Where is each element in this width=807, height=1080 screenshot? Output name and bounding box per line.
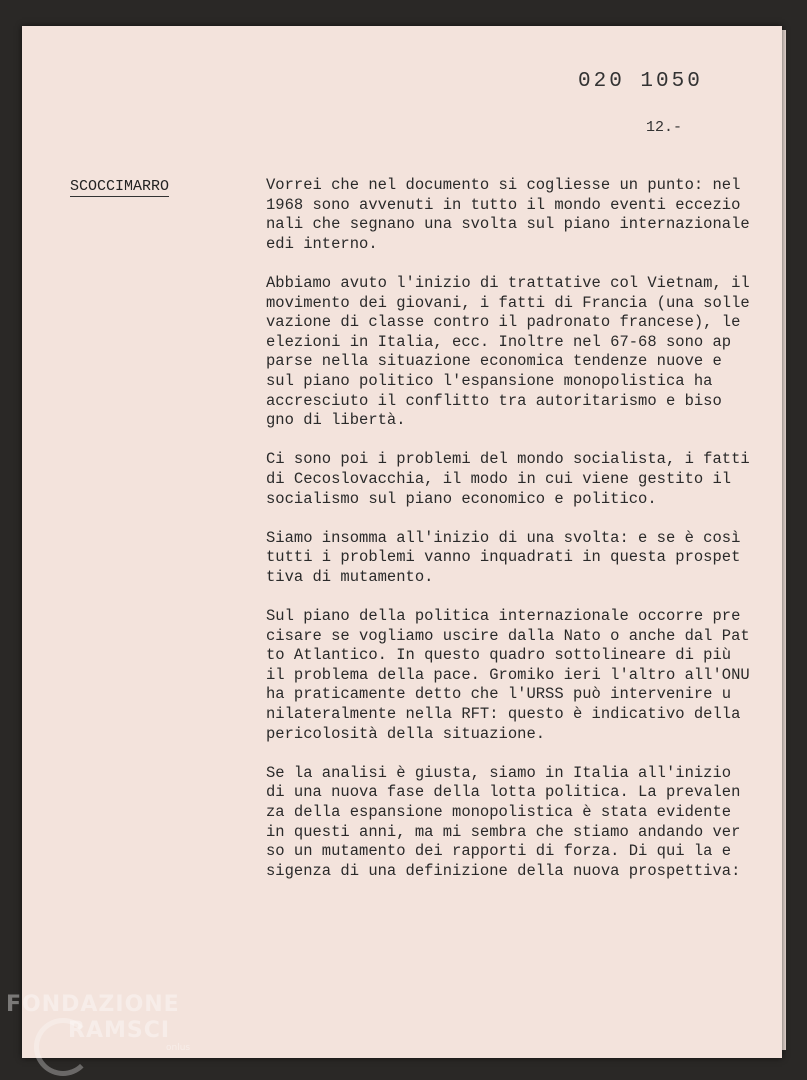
watermark-line: FONDAZIONE [6,992,180,1017]
paragraph [266,176,766,254]
text-line: di una nuova fase della lotta politica. La prevalen [266,783,741,802]
text-line: to Atlantico. In questo quadro sottolineare di più [266,646,732,665]
text-line: pericolosità della situazione. [266,724,546,743]
text-line: nilateralmente nella RFT: questo è indicativo della [266,705,741,724]
text-line: tiva di mutamento. [266,567,434,586]
speech-body [266,176,766,901]
text-line: gno di libertà. [266,411,406,430]
text-line: ha praticamente detto che l'URSS può intervenire u [266,685,732,704]
document-number: 020 1050 [578,70,703,93]
text-line: Se la analisi è giusta, siamo in Italia all'inizio [266,763,732,782]
text-line: 1968 sono avvenuti in tutto il mondo eventi eccezio [266,195,741,214]
text-line: Vorrei che nel documento si cogliesse un punto: nel [266,176,741,194]
text-line: tutti i problemi vanno inquadrati in questa prospet [266,548,741,567]
text-line: Siamo insomma all'inizio di una svolta: e se è così [266,528,741,547]
paragraph [266,274,766,431]
watermark-line: RAMSCI [68,1018,171,1043]
text-line: sigenza di una definizione della nuova prospettiva: [266,861,741,880]
text-line: cisare se vogliamo uscire dalla Nato o anche dal Pat [266,626,750,645]
text-line: in questi anni, ma mi sembra che stiamo andando ver [266,822,741,841]
text-line: movimento dei giovani, i fatti di Francia (una solle [266,293,750,312]
fondazione-gramsci-watermark [6,992,190,1052]
text-line: za della espansione monopolistica è stata evidente [266,803,732,821]
text-line: edi interno. [266,234,378,253]
paragraph [266,607,766,744]
paragraph [266,529,766,588]
paragraph [266,450,766,509]
text-line: il problema della pace. Gromiko ieri l'altro all'ONU [266,665,750,684]
speaker-name: SCOCCIMARRO [70,178,170,195]
paragraph [266,764,766,882]
text-line: sul piano politico l'espansione monopolistica ha [266,371,713,390]
text-line: Sul piano della politica internazionale occorre pre [266,607,741,626]
text-line: elezioni in Italia, ecc. Inoltre nel 67-68 sono ap [266,332,732,351]
text-line: socialismo sul piano economico e politico. [266,489,657,508]
text-line: parse nella situazione economica tendenze nuove e [266,352,722,371]
text-line: Abbiamo avuto l'inizio di trattative col Vietnam, il [266,273,750,292]
text-line: vazione di classe contro il padronato francese), le [266,313,741,332]
page-number: 12.- [646,119,683,136]
text-line: so un mutamento dei rapporti di forza. Di qui la e [266,842,732,861]
text-line: nali che segnano una svolta sul piano internazionale [266,215,750,234]
watermark-line: onlus [166,1043,191,1053]
text-line: Ci sono poi i problemi del mondo socialista, i fatti [266,450,750,469]
text-line: di Cecoslovacchia, il modo in cui viene gestito il [266,469,732,488]
text-line: accresciuto il conflitto tra autoritarismo e biso [266,391,722,410]
